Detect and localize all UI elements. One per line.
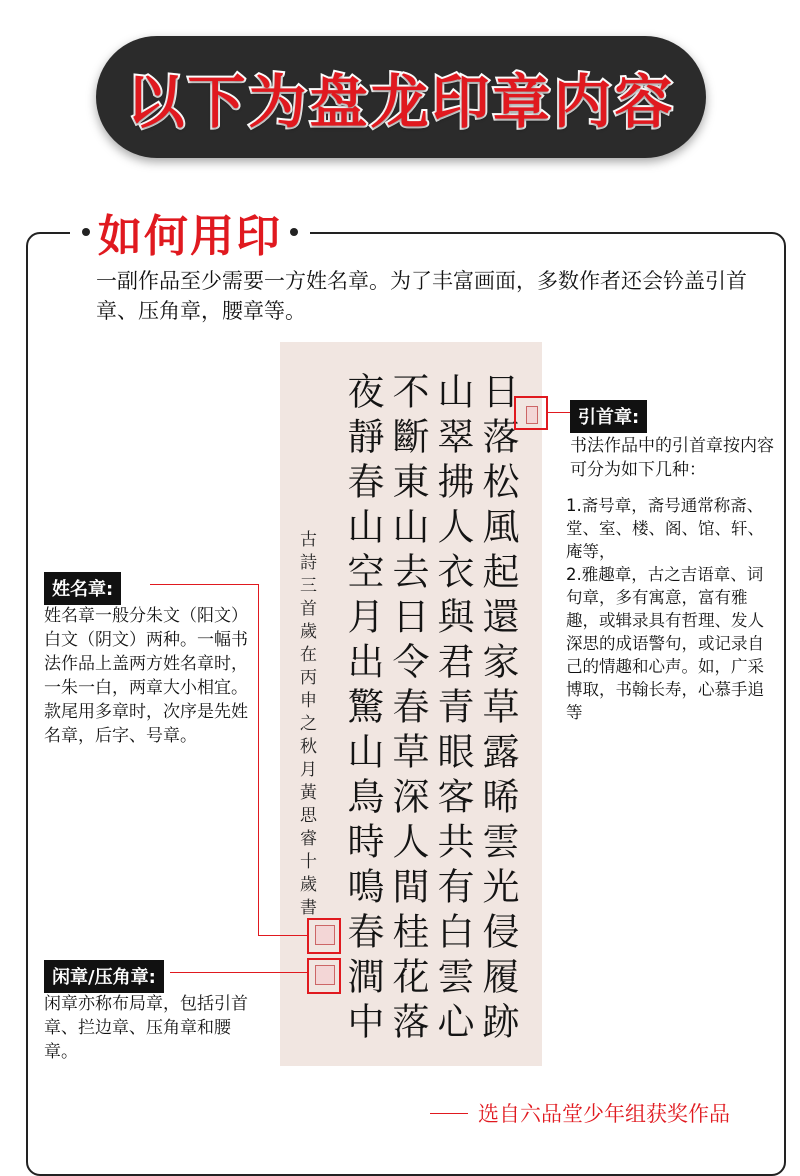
bullet-dot-icon	[290, 228, 298, 236]
yinshou-connector	[546, 412, 570, 413]
corner-seal-desc: 闲章亦称布局章，包括引首章、拦边章、压角章和腰章。	[44, 994, 248, 1062]
yinshou-list	[566, 494, 778, 724]
yinshou-tag: 引首章:	[570, 400, 647, 433]
name-seal-tag: 姓名章:	[44, 572, 121, 605]
credit-line	[430, 1098, 730, 1128]
corner-seal-highlight	[307, 958, 341, 994]
yinshou-highlight	[514, 396, 548, 430]
name-seal-highlight	[307, 918, 341, 954]
yinshou-desc: 书法作品中的引首章按内容可分为如下几种：	[570, 436, 774, 480]
poem-column: 不斷東山去日令春草深人間桂花落	[386, 372, 429, 1047]
inscription: 古詩三首歲在丙申之秋月黃思睿十歲書	[296, 530, 316, 921]
section-title: 如何用印	[98, 211, 282, 262]
corner-seal-tag: 闲章/压角章:	[44, 960, 164, 993]
name-connector-bottom	[258, 935, 307, 936]
credit-text: 选自六品堂少年组获奖作品	[478, 1102, 730, 1126]
list-item: 2.雅趣章，古之吉语章、词句章，多有寓意，富有雅趣，或辑录具有哲理、发人深思的成语警句，或记录自己的情趣和心声。如，广采博取，书翰长寿，心慕手追等	[566, 565, 764, 722]
banner-title: 以下为盘龙印章内容	[126, 68, 676, 136]
poem-column: 夜靜春山空月出驚山鳥時鳴春澗中	[341, 372, 384, 1047]
header-banner	[96, 36, 706, 158]
poem-column: 日落松風起還家草露晞雲光侵履跡	[476, 372, 519, 1047]
name-seal-desc: 姓名章一般分朱文（阳文）白文（阴文）两种。一幅书法作品上盖两方姓名章时，一朱一白，两章大小相宜。款尾用多章时，次序是先姓名章，后字、号章。	[44, 606, 248, 746]
corner-connector	[170, 972, 307, 973]
intro-text: 一副作品至少需要一方姓名章。为了丰富画面，多数作者还会钤盖引首章、压角章，腰章等。	[96, 269, 747, 323]
bullet-dot-icon	[82, 228, 90, 236]
list-item: 1.斋号章，斋号通常称斋、堂、室、楼、阁、馆、轩、庵等，	[566, 496, 764, 561]
section-heading	[70, 200, 310, 264]
poem-column: 山翠拂人衣與君青眼客共有白雲心	[431, 372, 474, 1047]
dash-icon	[430, 1113, 468, 1114]
name-connector-top	[150, 584, 258, 585]
name-connector-vertical	[258, 584, 259, 935]
